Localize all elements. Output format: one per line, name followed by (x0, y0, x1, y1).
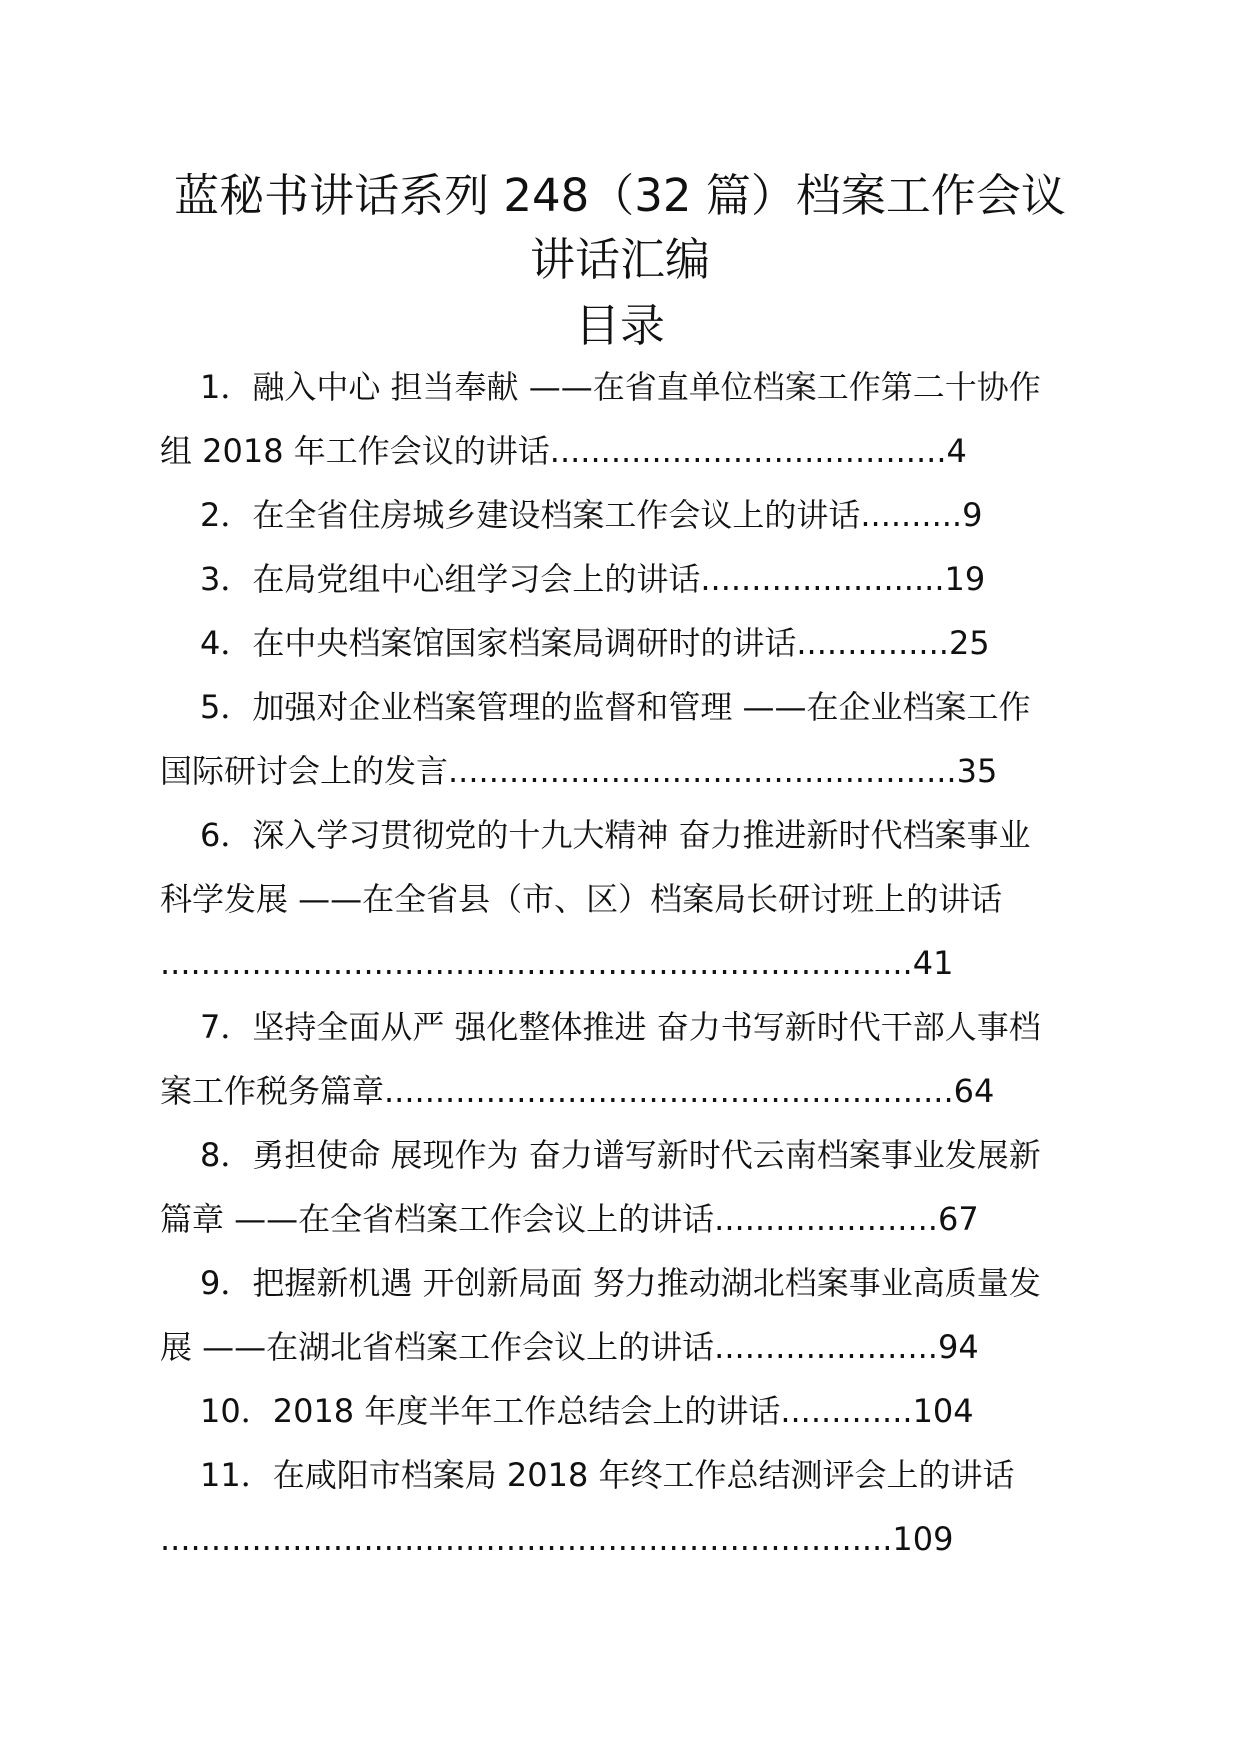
toc-entry-9-line-1[interactable]: 9．把握新机遇 开创新局面 努力推动湖北档案事业高质量发 (200, 1264, 1041, 1302)
toc-entry-4[interactable]: 4．在中央档案馆国家档案局调研时的讲话...............25 (200, 624, 990, 662)
toc-entry-6-line-2[interactable]: 科学发展 ——在全省县（市、区）档案局长研讨班上的讲话 (160, 880, 1003, 918)
toc-entry-6-line-3[interactable]: ..........................................................................41 (160, 944, 954, 982)
toc-entry-11-line-2[interactable]: ........................................................................109 (160, 1520, 954, 1558)
toc-heading: 目录 (574, 299, 665, 352)
toc-entry-8-line-2[interactable]: 篇章 ——在全省档案工作会议上的讲话......................67 (160, 1200, 979, 1238)
toc-entry-7-line-1[interactable]: 7．坚持全面从严 强化整体推进 奋力书写新时代干部人事档 (200, 1008, 1041, 1046)
toc-entry-7-line-2[interactable]: 案工作税务篇章........................................................64 (160, 1072, 995, 1110)
toc-entry-10[interactable]: 10．2018 年度半年工作总结会上的讲话.............104 (200, 1392, 974, 1430)
toc-entry-5-line-2[interactable]: 国际研讨会上的发言..................................................35 (160, 752, 998, 790)
toc-entry-1-line-2[interactable]: 组 2018 年工作会议的讲话.......................................4 (160, 432, 967, 470)
toc-entry-11-line-1[interactable]: 11．在咸阳市档案局 2018 年终工作总结测评会上的讲话 (200, 1456, 1015, 1494)
toc-entry-5-line-1[interactable]: 5．加强对企业档案管理的监督和管理 ——在企业档案工作 (200, 688, 1031, 726)
document-title-line-2: 讲话汇编 (529, 233, 710, 286)
document-title-line-1: 蓝秘书讲话系列 248（32 篇）档案工作会议 (174, 169, 1066, 222)
toc-entry-8-line-1[interactable]: 8．勇担使命 展现作为 奋力谱写新时代云南档案事业发展新 (200, 1136, 1041, 1174)
toc-entry-2[interactable]: 2．在全省住房城乡建设档案工作会议上的讲话..........9 (200, 496, 983, 534)
toc-entry-6-line-1[interactable]: 6．深入学习贯彻党的十九大精神 奋力推进新时代档案事业 (200, 816, 1031, 854)
toc-entry-3[interactable]: 3．在局党组中心组学习会上的讲话........................19 (200, 560, 986, 598)
toc-entry-1-line-1[interactable]: 1．融入中心 担当奉献 ——在省直单位档案工作第二十协作 (200, 368, 1041, 406)
toc-entry-9-line-2[interactable]: 展 ——在湖北省档案工作会议上的讲话......................94 (160, 1328, 979, 1366)
